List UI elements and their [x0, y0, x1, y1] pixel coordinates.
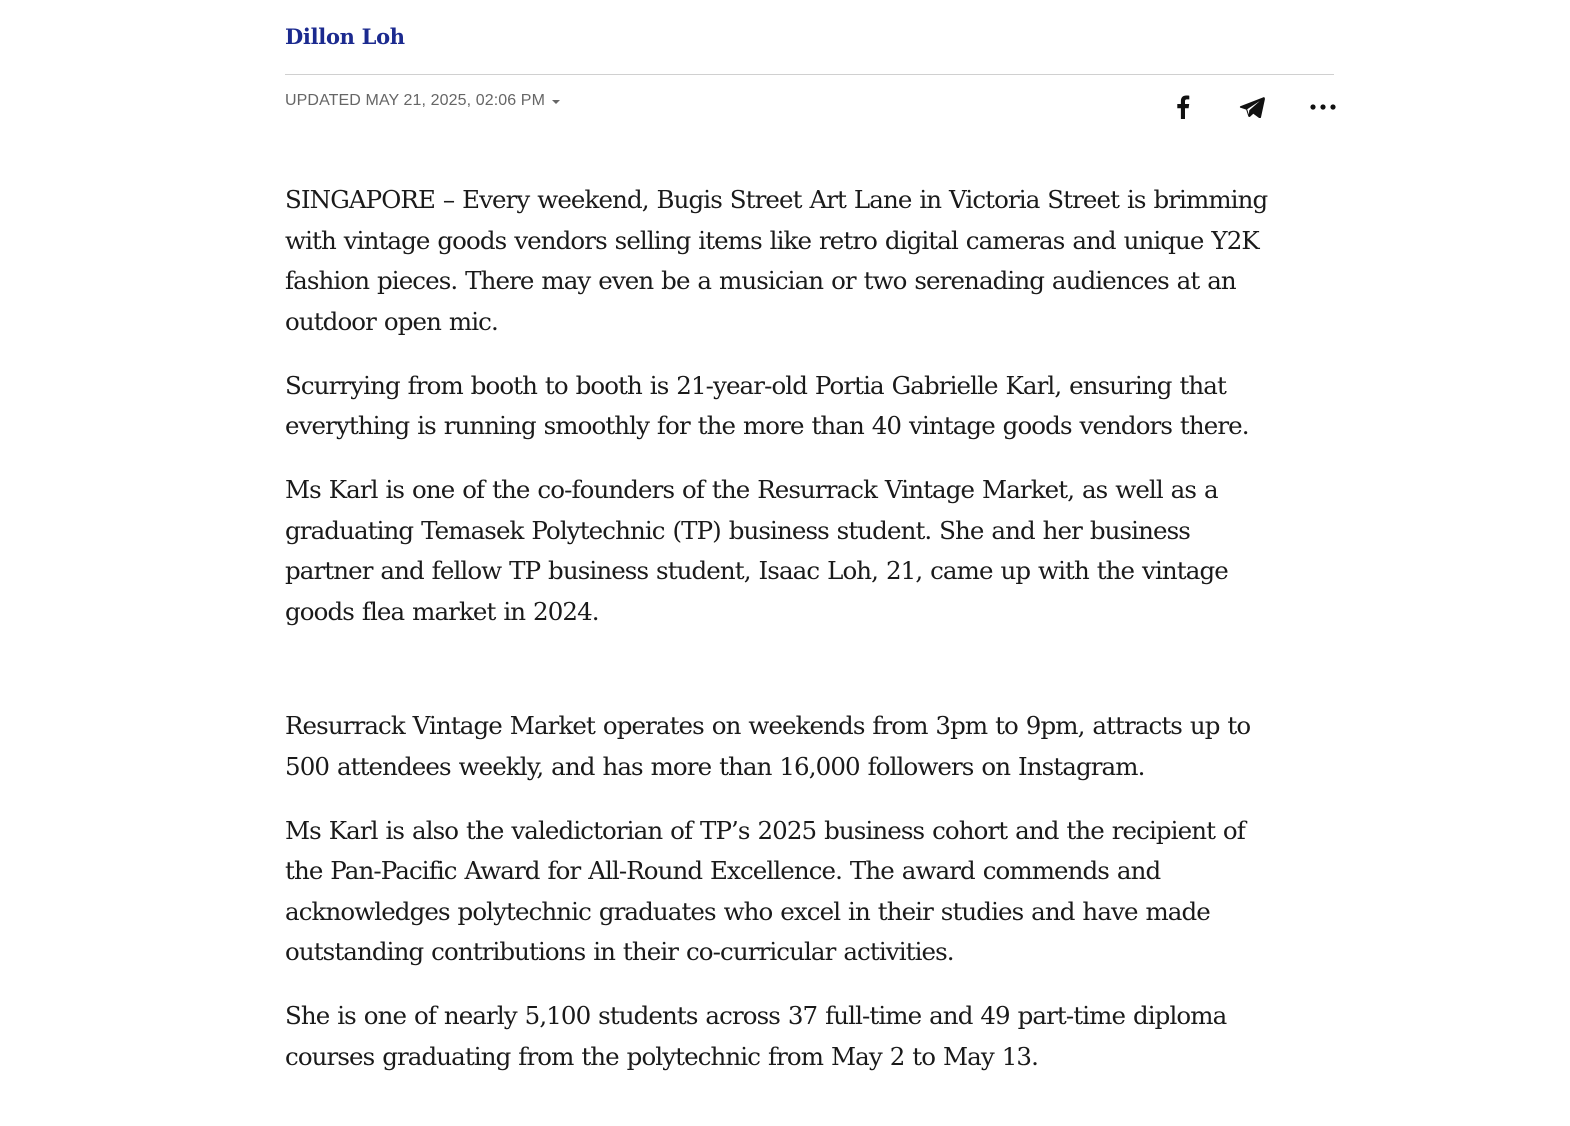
- more-options-button[interactable]: [1306, 90, 1340, 124]
- paragraph: Resurrack Vintage Market operates on weekends from 3pm to 9pm, attracts up to 500 attendees weekly, and has more than 16,000 followers on Instagram.: [285, 711, 1251, 781]
- paragraph: SINGAPORE – Every weekend, Bugis Street Art Lane in Victoria Street is brimming with vintage goods vendors selling items like retro digital cameras and unique Y2K fashion pieces. There may even be a musician or two serenading audiences at an outdoor open mic.: [285, 185, 1268, 336]
- paragraph: She is one of nearly 5,100 students across 37 full-time and 49 part-time diploma courses graduating from the polytechnic from May 2 to May 13.: [285, 1001, 1227, 1071]
- updated-timestamp-dropdown[interactable]: [285, 92, 560, 110]
- more-icon: [1310, 104, 1336, 110]
- article-meta-row: [285, 90, 1334, 126]
- facebook-icon: [1176, 95, 1190, 119]
- paragraph: Ms Karl is one of the co-founders of the Resurrack Vintage Market, as well as a graduating Temasek Polytechnic (TP) business student. She and her business partner and fellow TP business student, Isaac Loh, 21, came up with the vintage goods flea market in 2024.: [285, 475, 1228, 626]
- telegram-icon: [1239, 96, 1265, 118]
- paragraph: Ms Karl is also the valedictorian of TP’s 2025 business cohort and the recipient of the Pan-Pacific Award for All-Round Excellence. The award commends and acknowledges polytechnic graduates who excel in their studies and have made outstanding contributions in their co-curricular activities.: [285, 815, 1245, 966]
- paragraph: Scurrying from booth to booth is 21-year-old Portia Gabrielle Karl, ensuring that everything is running smoothly for the more than 40 vintage goods vendors there.: [285, 370, 1249, 440]
- caret-down-icon: [552, 100, 560, 104]
- byline-divider: [285, 74, 1334, 75]
- share-facebook-button[interactable]: [1166, 90, 1200, 124]
- article-body: [285, 180, 1334, 1077]
- updated-timestamp: UPDATED MAY 21, 2025, 02:06 PM: [285, 92, 546, 109]
- author-byline-link[interactable]: Dillon Loh: [285, 24, 405, 49]
- share-telegram-button[interactable]: [1235, 90, 1269, 124]
